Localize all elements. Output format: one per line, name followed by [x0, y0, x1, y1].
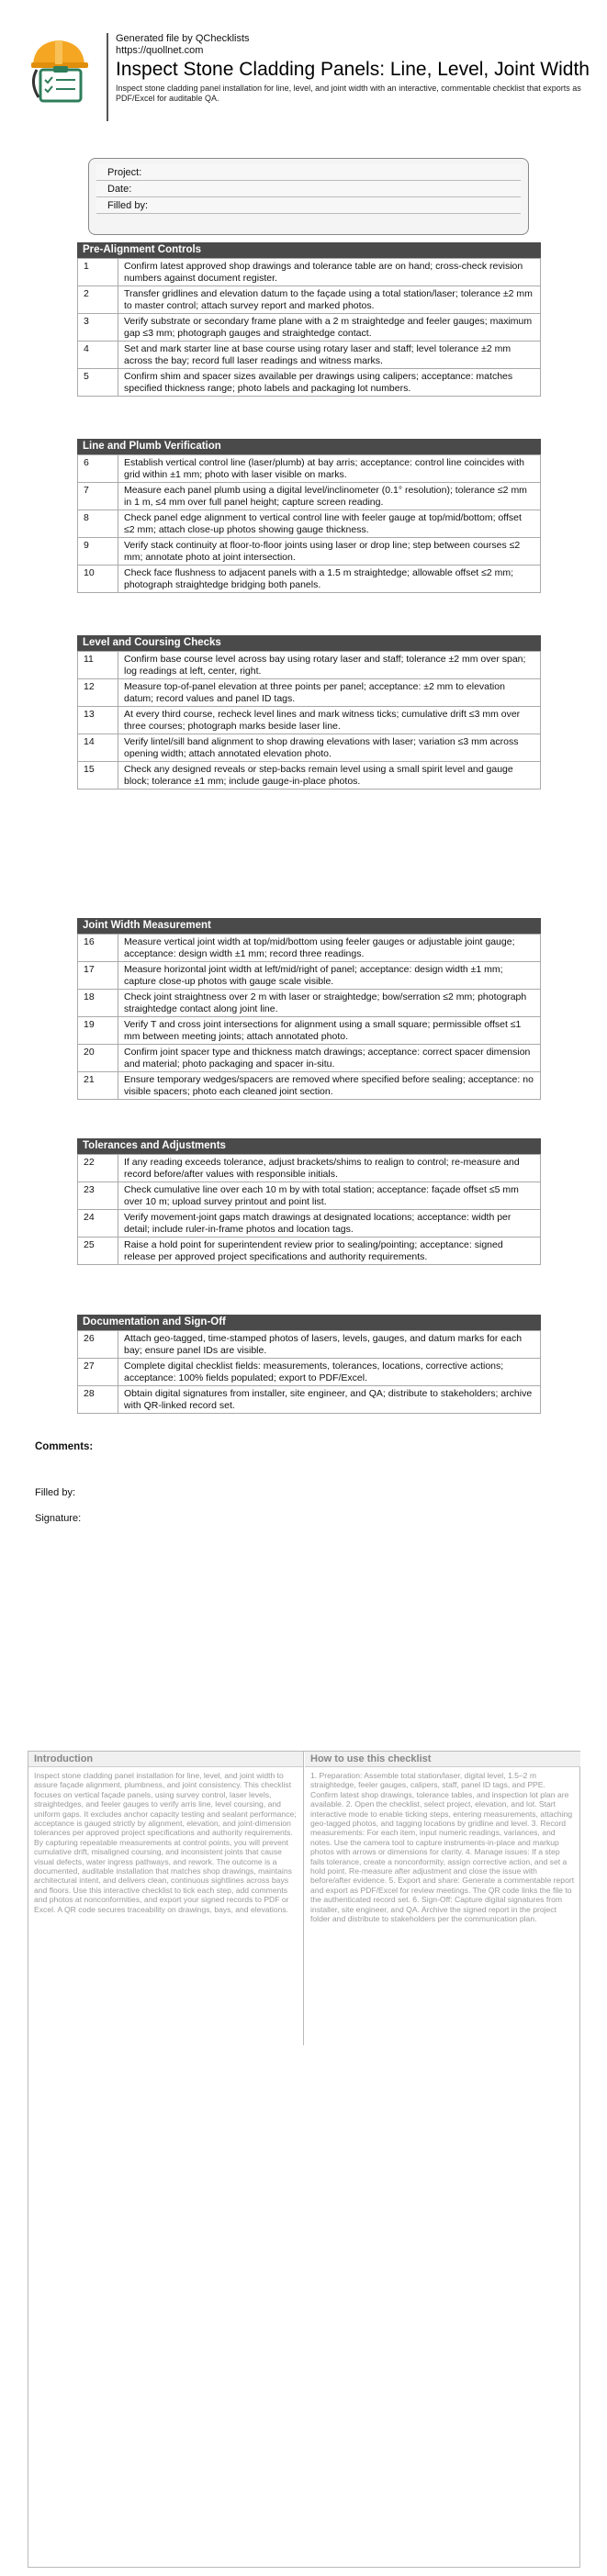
table-row[interactable] — [78, 1386, 541, 1414]
item-number: 15 — [78, 762, 118, 790]
item-number: 11 — [78, 652, 118, 679]
page-title: Inspect Stone Cladding Panels: Line, Level, Joint Width — [116, 59, 590, 80]
item-number: 10 — [78, 566, 118, 593]
item-number: 26 — [78, 1331, 118, 1359]
item-text: Confirm latest approved shop drawings and tolerance table are on hand; cross-check revision numbers against document register. — [118, 259, 541, 286]
how-to-text: 1. Preparation: Assemble total station/laser, digital level, 1.5–2 m straightedge, feeler gauges, calipers, staff, panel ID tags, and PPE. Confirm latest shop drawings, tolerance tables, and inspection lot plan are available. 2. Open the checklist, select project, elevation, and lot. Start interactive mode to enable ticking steps, entering measurements, attaching geo-tagged photos, and tagging locations by gridline and level. 3. Record measurements: For each item, input numeric readings, variances, and notes. Use the camera tool to capture instruments-in-place and markup photos with arrows or dimensions for clarity. 4. Manage issues: If a step fails tolerance, create a nonconformity, assign corrective action, and set a hold point. Re-measure after adjustment and close the issue with before/after evidence. 5. Export and share: Generate a commentable report and export as PDF/Excel for review meetings. The QR code links the file to the authenticated record set. 6. Sign-Off: Capture digital signatures from installer, site engineer, and QA. Archive the signed report in the project folder and distribute to stakeholders per the communication plan. — [310, 1771, 575, 1924]
table-row[interactable] — [78, 935, 541, 962]
table-row[interactable] — [78, 734, 541, 762]
section-title: Tolerances and Adjustments — [77, 1138, 541, 1154]
table-row[interactable] — [78, 707, 541, 734]
how-to-column — [305, 1752, 580, 1928]
item-number: 14 — [78, 734, 118, 762]
table-row[interactable] — [78, 1072, 541, 1100]
table-row[interactable] — [78, 538, 541, 566]
info-panel — [28, 1751, 580, 2568]
section-level-coursing — [77, 635, 541, 790]
item-number: 5 — [78, 369, 118, 397]
checklist-table — [77, 1330, 541, 1414]
item-number: 22 — [78, 1155, 118, 1182]
section-title: Line and Plumb Verification — [77, 439, 541, 454]
table-row[interactable] — [78, 762, 541, 790]
table-row[interactable] — [78, 679, 541, 707]
table-row[interactable] — [78, 455, 541, 483]
item-text: Complete digital checklist fields: measurements, tolerances, locations, corrective actions; acceptance: 100% fields populated; export to PDF/Excel. — [118, 1359, 541, 1386]
project-field[interactable]: Project: — [96, 164, 521, 181]
checklist-table — [77, 1154, 541, 1265]
table-row[interactable] — [78, 510, 541, 538]
how-to-title: How to use this checklist — [305, 1752, 580, 1767]
section-title: Pre-Alignment Controls — [77, 242, 541, 258]
item-number: 28 — [78, 1386, 118, 1414]
section-title: Joint Width Measurement — [77, 918, 541, 934]
table-row[interactable] — [78, 1210, 541, 1238]
table-row[interactable] — [78, 962, 541, 990]
item-text: Measure top-of-panel elevation at three points per panel; acceptance: ±2 mm to elevation datum; record values and panel ID tags. — [118, 679, 541, 707]
item-text: Set and mark starter line at base course using rotary laser and staff; level tolerance ±2 mm across the bay; record full laser readings and witness marks. — [118, 342, 541, 369]
table-row[interactable] — [78, 1238, 541, 1265]
checklist-table — [77, 454, 541, 593]
table-row[interactable] — [78, 483, 541, 510]
section-line-plumb — [77, 439, 541, 593]
project-info-box — [88, 158, 529, 235]
table-row[interactable] — [78, 1331, 541, 1359]
introduction-text: Inspect stone cladding panel installation for line, level, and joint width to assure façade alignment, plumbness, and joint consistency. This checklist focuses on vertical façade panels, using survey control, laser levels, straightedges, and feeler gauges to verify arris line, level coursing, and uniform gaps. It excludes anchor capacity testing and sealant performance; acceptance is gauged strictly by alignment, elevation, and joint-dimension tolerances per approved project specifications and authority requirements. By capturing repeatable measurements at control points, you will prevent cumulative drift, misaligned coursing, and inconsistent joints that cause visual defects, water ingress pathways, and rework. The outcome is a documented, auditable installation that matches shop drawings, maintains architectural intent, and delivers clean, continuous sightlines across bays and floors. Use this interactive checklist to tick each step, add comments and photos at nonconformities, and export your signed records to PDF or Excel. A QR code secures traceability on drawings, bays, and elevations. — [34, 1771, 297, 1914]
item-text: Verify stack continuity at floor-to-floor joints using laser or drop line; step between courses ≤2 mm; annotate photo at joint intersection. — [118, 538, 541, 566]
section-documentation — [77, 1315, 541, 1414]
item-text: Check face flushness to adjacent panels with a 1.5 m straightedge; allowable offset ≤2 mm; photograph straightedge bridging both panels. — [118, 566, 541, 593]
item-text: Raise a hold point for superintendent review prior to sealing/pointing; acceptance: signed release per approved project specifications and authority requirements. — [118, 1238, 541, 1265]
section-tolerances — [77, 1138, 541, 1265]
item-number: 21 — [78, 1072, 118, 1100]
item-number: 24 — [78, 1210, 118, 1238]
item-text: Check panel edge alignment to vertical control line with feeler gauge at top/mid/bottom; offset ≤2 mm; attach close-up photos showing gauge thickness. — [118, 510, 541, 538]
table-row[interactable] — [78, 1182, 541, 1210]
table-row[interactable] — [78, 1359, 541, 1386]
item-number: 27 — [78, 1359, 118, 1386]
item-number: 17 — [78, 962, 118, 990]
item-number: 20 — [78, 1045, 118, 1072]
item-text: Measure vertical joint width at top/mid/bottom using feeler gauges or adjustable joint gauge; acceptance: design width ±1 mm; record three readings. — [118, 935, 541, 962]
checklist-table — [77, 651, 541, 790]
item-number: 6 — [78, 455, 118, 483]
item-number: 7 — [78, 483, 118, 510]
source-url[interactable]: https://quollnet.com — [116, 45, 204, 56]
generated-by: Generated file by QChecklists — [116, 33, 250, 44]
item-text: At every third course, recheck level lines and mark witness ticks; cumulative drift ≤3 mm over three courses; photograph marks beside laser line. — [118, 707, 541, 734]
table-row[interactable] — [78, 1045, 541, 1072]
item-number: 2 — [78, 286, 118, 314]
table-row[interactable] — [78, 990, 541, 1017]
table-row[interactable] — [78, 286, 541, 314]
section-joint-width — [77, 918, 541, 1100]
item-text: Measure each panel plumb using a digital level/inclinometer (0.1° resolution); tolerance ≤2 mm in 1 m, ≤4 mm over full panel height; capture screen reading. — [118, 483, 541, 510]
item-text: Measure horizontal joint width at left/mid/right of panel; acceptance: design width ±1 mm; capture close-up photos with gauge scale visible. — [118, 962, 541, 990]
document-header — [28, 33, 590, 129]
item-number: 4 — [78, 342, 118, 369]
filled-by-label: Filled by: — [35, 1487, 76, 1498]
item-number: 12 — [78, 679, 118, 707]
signature-label: Signature: — [35, 1513, 82, 1524]
checklist-logo-icon — [28, 37, 92, 103]
table-row[interactable] — [78, 314, 541, 342]
comments-label: Comments: — [35, 1441, 94, 1452]
item-text: Attach geo-tagged, time-stamped photos of lasers, levels, gauges, and datum marks for each bay; ensure panel IDs are visible. — [118, 1331, 541, 1359]
table-row[interactable] — [78, 369, 541, 397]
table-row[interactable] — [78, 1155, 541, 1182]
item-text: Verify lintel/sill band alignment to shop drawing elevations with laser; variation ≤3 mm across opening width; attach annotated elevation photo. — [118, 734, 541, 762]
item-number: 1 — [78, 259, 118, 286]
section-pre-alignment — [77, 242, 541, 397]
item-number: 8 — [78, 510, 118, 538]
item-text: Ensure temporary wedges/spacers are removed where specified before sealing; acceptance: no visible spacers; photo each cleaned joint section. — [118, 1072, 541, 1100]
section-title: Documentation and Sign-Off — [77, 1315, 541, 1330]
item-number: 9 — [78, 538, 118, 566]
table-row[interactable] — [78, 342, 541, 369]
section-title: Level and Coursing Checks — [77, 635, 541, 651]
header-text — [107, 33, 602, 121]
item-text: Check cumulative line over each 10 m by with total station; acceptance: façade offset ≤5 mm over 10 m; upload survey printout and point list. — [118, 1182, 541, 1210]
item-text: If any reading exceeds tolerance, adjust brackets/shims to realign to control; re-measure and record before/after values with responsible initials. — [118, 1155, 541, 1182]
item-text: Check any designed reveals or step-backs remain level using a small spirit level and gauge block; tolerance ±1 mm; include gauge-in-place photos. — [118, 762, 541, 790]
page-description: Inspect stone cladding panel installation for line, level, and joint width with an interactive, commentable checklist that exports as PDF/Excel for auditable QA. — [116, 84, 581, 103]
table-row[interactable] — [78, 259, 541, 286]
item-text: Confirm base course level across bay using rotary laser and staff; tolerance ±2 mm over span; log readings at left, center, right. — [118, 652, 541, 679]
item-number: 3 — [78, 314, 118, 342]
table-row[interactable] — [78, 652, 541, 679]
item-number: 18 — [78, 990, 118, 1017]
introduction-column — [28, 1752, 304, 2045]
item-text: Verify T and cross joint intersections for alignment using a small square; permissible offset ≤1 mm between meeting joints; attach annotated photo. — [118, 1017, 541, 1045]
item-number: 23 — [78, 1182, 118, 1210]
item-number: 13 — [78, 707, 118, 734]
checklist-table — [77, 258, 541, 397]
item-number: 19 — [78, 1017, 118, 1045]
introduction-title: Introduction — [28, 1752, 303, 1767]
checklist-table — [77, 934, 541, 1100]
item-text: Establish vertical control line (laser/plumb) at bay arris; acceptance: control line coincides with grid within ±1 mm; photo with laser visible on marks. — [118, 455, 541, 483]
item-number: 16 — [78, 935, 118, 962]
item-text: Check joint straightness over 2 m with laser or straightedge; bow/serration ≤2 mm; photograph straightedge contact along joint line. — [118, 990, 541, 1017]
item-text: Verify movement-joint gaps match drawings at designated locations; acceptance: width per detail; include ruler-in-frame photos and location tags. — [118, 1210, 541, 1238]
table-row[interactable] — [78, 1017, 541, 1045]
date-field[interactable]: Date: — [96, 181, 521, 197]
table-row[interactable] — [78, 566, 541, 593]
item-text: Confirm joint spacer type and thickness match drawings; acceptance: correct spacer dimension and material; photo packaging and spacer in-situ. — [118, 1045, 541, 1072]
filled-by-field[interactable]: Filled by: — [96, 197, 521, 214]
item-text: Confirm shim and spacer sizes available per drawings using calipers; acceptance: matches specified thickness range; photo labels and packaging lot numbers. — [118, 369, 541, 397]
item-text: Verify substrate or secondary frame plane with a 2 m straightedge and feeler gauges; maximum gap ≤3 mm; photograph gauges and straightedge contact. — [118, 314, 541, 342]
item-text: Obtain digital signatures from installer, site engineer, and QA; distribute to stakeholders; archive with QR-linked record set. — [118, 1386, 541, 1414]
item-number: 25 — [78, 1238, 118, 1265]
item-text: Transfer gridlines and elevation datum to the façade using a total station/laser; tolerance ±2 mm to master control; attach survey report and marked photos. — [118, 286, 541, 314]
